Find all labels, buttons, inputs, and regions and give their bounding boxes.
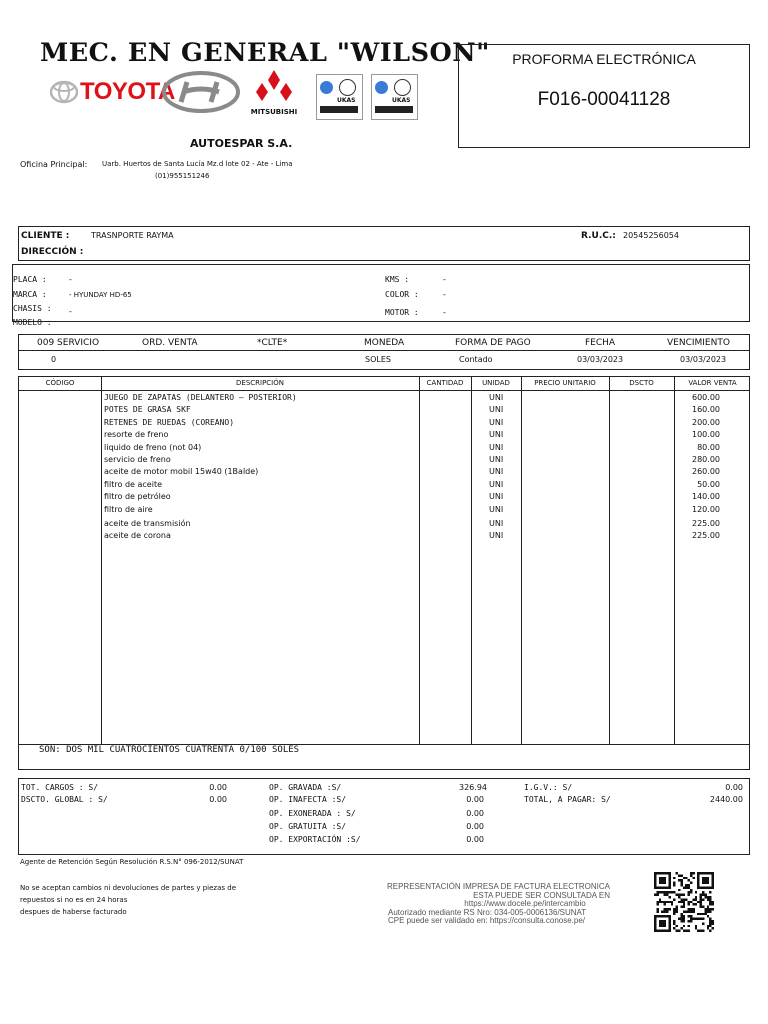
hyundai-logo — [161, 70, 241, 118]
certification-badge — [316, 74, 363, 120]
document-number: F016-00041128 — [537, 89, 671, 110]
order-header-ord-venta: ORD. VENTA — [142, 338, 198, 348]
color-label: COLOR : — [385, 290, 419, 299]
item-description: servicio de freno — [104, 455, 171, 464]
legal-line: CPE puede ser validado en: https://consulta.conose.pe/ — [388, 916, 586, 926]
totals-box — [18, 778, 750, 855]
exportacion-value: 0.00 — [466, 835, 484, 844]
item-description: resorte de freno — [104, 430, 169, 440]
item-unit: UNI — [489, 467, 504, 477]
order-value-forma-pago: Contado — [459, 355, 493, 364]
returns-policy-line: despues de haberse facturado — [20, 908, 127, 916]
item-value: 225.00 — [692, 531, 720, 541]
item-value: 600.00 — [692, 393, 720, 402]
legal-line: REPRESENTACIÓN IMPRESA DE FACTURA ELECTRONICA — [386, 882, 610, 891]
inafecta-value: 0.00 — [466, 795, 484, 804]
gratuita-value: 0.00 — [466, 822, 484, 831]
chasis-label: CHASIS : — [13, 304, 52, 313]
item-description: liquido de freno (not 04) — [104, 442, 202, 452]
returns-policy-line: repuestos si no es en 24 horas — [20, 896, 128, 904]
item-value: 200.00 — [692, 417, 720, 427]
gravada-value: 326.94 — [459, 783, 487, 792]
retention-note: Agente de Retención Según Resolución R.S.N° 096-2012/SUNAT — [20, 858, 244, 866]
tot-cargos-label: TOT. CARGOS : S/ — [21, 783, 99, 792]
item-unit: UNI — [489, 479, 504, 489]
item-description: POTES DE GRASA SKF — [104, 405, 191, 415]
ukas-crown-icon — [339, 79, 356, 96]
document-id-box — [458, 44, 750, 148]
item-unit: UNI — [489, 519, 504, 528]
placa-label: PLACA : — [13, 275, 47, 284]
chasis-value: - — [69, 307, 72, 316]
toyota-emblem-icon — [50, 78, 78, 106]
toyota-wordmark: TOYOTA — [80, 78, 175, 105]
table-row — [19, 505, 749, 517]
gratuita-label: OP. GRATUITA :S/ — [269, 822, 347, 831]
motor-value: - — [443, 308, 446, 317]
toyota-logo — [50, 78, 78, 110]
col-header-dscto: DSCTO — [629, 379, 654, 387]
mitsubishi-wordmark: MITSUBISHI — [250, 108, 298, 116]
cliente-value: TRASNPORTE RAYMA — [91, 231, 174, 240]
item-unit: UNI — [489, 430, 504, 440]
item-description: filtro de aceite — [104, 479, 162, 489]
col-header-cantidad: CANTIDAD — [426, 379, 464, 387]
gravada-label: OP. GRAVADA :S/ — [269, 783, 342, 792]
col-header-descripcion: DESCRIPCIÓN — [236, 379, 284, 387]
company-phone: (01)955151246 — [155, 172, 210, 180]
item-unit: UNI — [489, 442, 504, 452]
cliente-label: CLIENTE : — [21, 231, 70, 241]
motor-label: MOTOR : — [385, 308, 419, 317]
qr-code-icon — [654, 872, 714, 932]
items-body — [19, 393, 749, 743]
item-description: JUEGO DE ZAPATAS (DELANTERO – POSTERIOR) — [104, 393, 297, 402]
ruc-value: 20545256054 — [623, 231, 679, 240]
ukas-label: UKAS — [337, 97, 356, 104]
order-info-box — [18, 334, 750, 370]
item-value: 80.00 — [697, 442, 720, 452]
table-row — [19, 480, 749, 492]
mitsubishi-diamonds-icon — [245, 68, 303, 108]
modelo-label: MODELO : — [13, 318, 52, 327]
kms-label: KMS : — [385, 275, 410, 284]
order-value-fecha: 03/03/2023 — [577, 355, 624, 364]
hyundai-emblem-icon — [161, 70, 241, 114]
office-address: Uarb. Huertos de Santa Lucía Mz.d lote 02 - Ate - Lima — [102, 160, 293, 168]
order-value-servicio: 0 — [51, 355, 57, 364]
item-value: 120.00 — [692, 504, 720, 514]
placa-value: - — [69, 275, 72, 284]
kms-value: - — [443, 275, 446, 284]
item-unit: UNI — [489, 405, 504, 415]
table-row — [19, 519, 749, 531]
item-value: 260.00 — [692, 467, 720, 477]
dscto-global-label: DSCTO. GLOBAL : S/ — [21, 795, 108, 804]
marca-label: MARCA : — [13, 290, 47, 299]
legal-line: ESTA PUEDE SER CONSULTADA EN — [473, 890, 610, 900]
item-description: aceite de motor mobil 15w40 (1Balde) — [104, 467, 259, 477]
order-header-forma-pago: FORMA DE PAGO — [455, 338, 531, 348]
item-description: aceite de transmisión — [104, 519, 191, 528]
table-row — [19, 492, 749, 504]
ukas-check-icon — [320, 81, 333, 94]
legal-line: https://www.docele.pe/intercambio — [464, 899, 586, 909]
vehicle-box — [12, 264, 750, 327]
document-type: PROFORMA ELECTRÓNICA — [512, 51, 696, 67]
exportacion-label: OP. EXPORTACIÓN :S/ — [269, 835, 361, 844]
legal-name: AUTOESPAR S.A. — [190, 137, 293, 150]
total-value: 2440.00 — [709, 795, 743, 804]
direccion-label: DIRECCIÓN : — [21, 247, 84, 257]
item-description: aceite de corona — [104, 531, 171, 541]
ukas-label: UKAS — [392, 97, 411, 104]
returns-policy — [20, 882, 236, 918]
igv-label: I.G.V.: S/ — [524, 783, 573, 792]
table-row — [19, 418, 749, 430]
total-label: TOTAL, A PAGAR: S/ — [524, 795, 611, 804]
item-value: 280.00 — [692, 455, 720, 464]
tot-cargos-value: 0.00 — [209, 783, 227, 792]
inafecta-label: OP. INAFECTA :S/ — [269, 795, 347, 804]
item-unit: UNI — [489, 455, 504, 464]
color-value: - — [443, 290, 446, 299]
item-value: 50.00 — [697, 479, 720, 489]
item-value: 160.00 — [692, 405, 720, 415]
client-box — [18, 226, 750, 261]
ukas-crown-icon — [394, 79, 411, 96]
returns-policy-line: No se aceptan cambios ni devoluciones de partes y piezas de — [20, 884, 237, 892]
items-table — [18, 376, 750, 770]
marca-value: - HYUNDAY HD-65 — [69, 291, 132, 299]
col-header-valor-venta: VALOR VENTA — [688, 379, 737, 387]
table-row — [19, 405, 749, 417]
item-description: filtro de aire — [104, 504, 153, 514]
items-header-divider — [19, 390, 749, 391]
order-header-vencimiento: VENCIMIENTO — [667, 338, 730, 348]
order-header-servicio: 009 SERVICIO — [37, 338, 100, 348]
item-value: 100.00 — [692, 430, 720, 440]
igv-value: 0.00 — [725, 783, 743, 792]
order-value-vencimiento: 03/03/2023 — [680, 355, 727, 364]
certification-badge — [371, 74, 418, 120]
ukas-check-icon — [375, 81, 388, 94]
order-header-moneda: MONEDA — [364, 338, 405, 348]
item-unit: UNI — [489, 417, 504, 427]
order-divider — [19, 350, 749, 351]
col-header-precio-unitario: PRECIO UNITARIO — [534, 379, 596, 387]
badge-stripe — [320, 106, 358, 113]
legal-representation — [380, 883, 610, 926]
table-row — [19, 531, 749, 543]
item-value: 225.00 — [692, 519, 720, 528]
item-unit: UNI — [489, 504, 504, 514]
item-unit: UNI — [489, 393, 504, 402]
legal-line: Autorizado mediante RS Nro: 034-005-0006136/SUNAT — [388, 907, 587, 917]
exonerada-label: OP. EXONERADA : S/ — [269, 809, 356, 818]
table-row — [19, 455, 749, 467]
dscto-global-value: 0.00 — [209, 795, 227, 804]
qr-code — [654, 872, 714, 932]
ruc-label: R.U.C.: — [581, 231, 616, 241]
order-header-fecha: FECHA — [585, 338, 616, 348]
item-unit: UNI — [489, 531, 504, 541]
order-value-moneda: SOLES — [365, 355, 391, 364]
mitsubishi-logo — [245, 68, 303, 116]
table-row — [19, 393, 749, 405]
exonerada-value: 0.00 — [466, 809, 484, 818]
amount-in-words: SON: DOS MIL CUATROCIENTOS CUATRENTA 0/100 SOLES — [39, 745, 300, 755]
company-name: MEC. EN GENERAL "WILSON" — [40, 38, 490, 67]
table-row — [19, 430, 749, 442]
item-unit: UNI — [489, 492, 504, 502]
table-row — [19, 443, 749, 455]
col-header-codigo: CÓDIGO — [45, 379, 75, 387]
badge-stripe — [375, 106, 413, 113]
item-description: filtro de petróleo — [104, 492, 171, 502]
item-description: RETENES DE RUEDAS (COREANO) — [104, 417, 235, 427]
table-row — [19, 467, 749, 479]
office-label: Oficina Principal: — [20, 160, 88, 169]
order-header-clte: *CLTE* — [257, 338, 288, 348]
col-header-unidad: UNIDAD — [482, 379, 510, 387]
item-value: 140.00 — [692, 492, 720, 502]
